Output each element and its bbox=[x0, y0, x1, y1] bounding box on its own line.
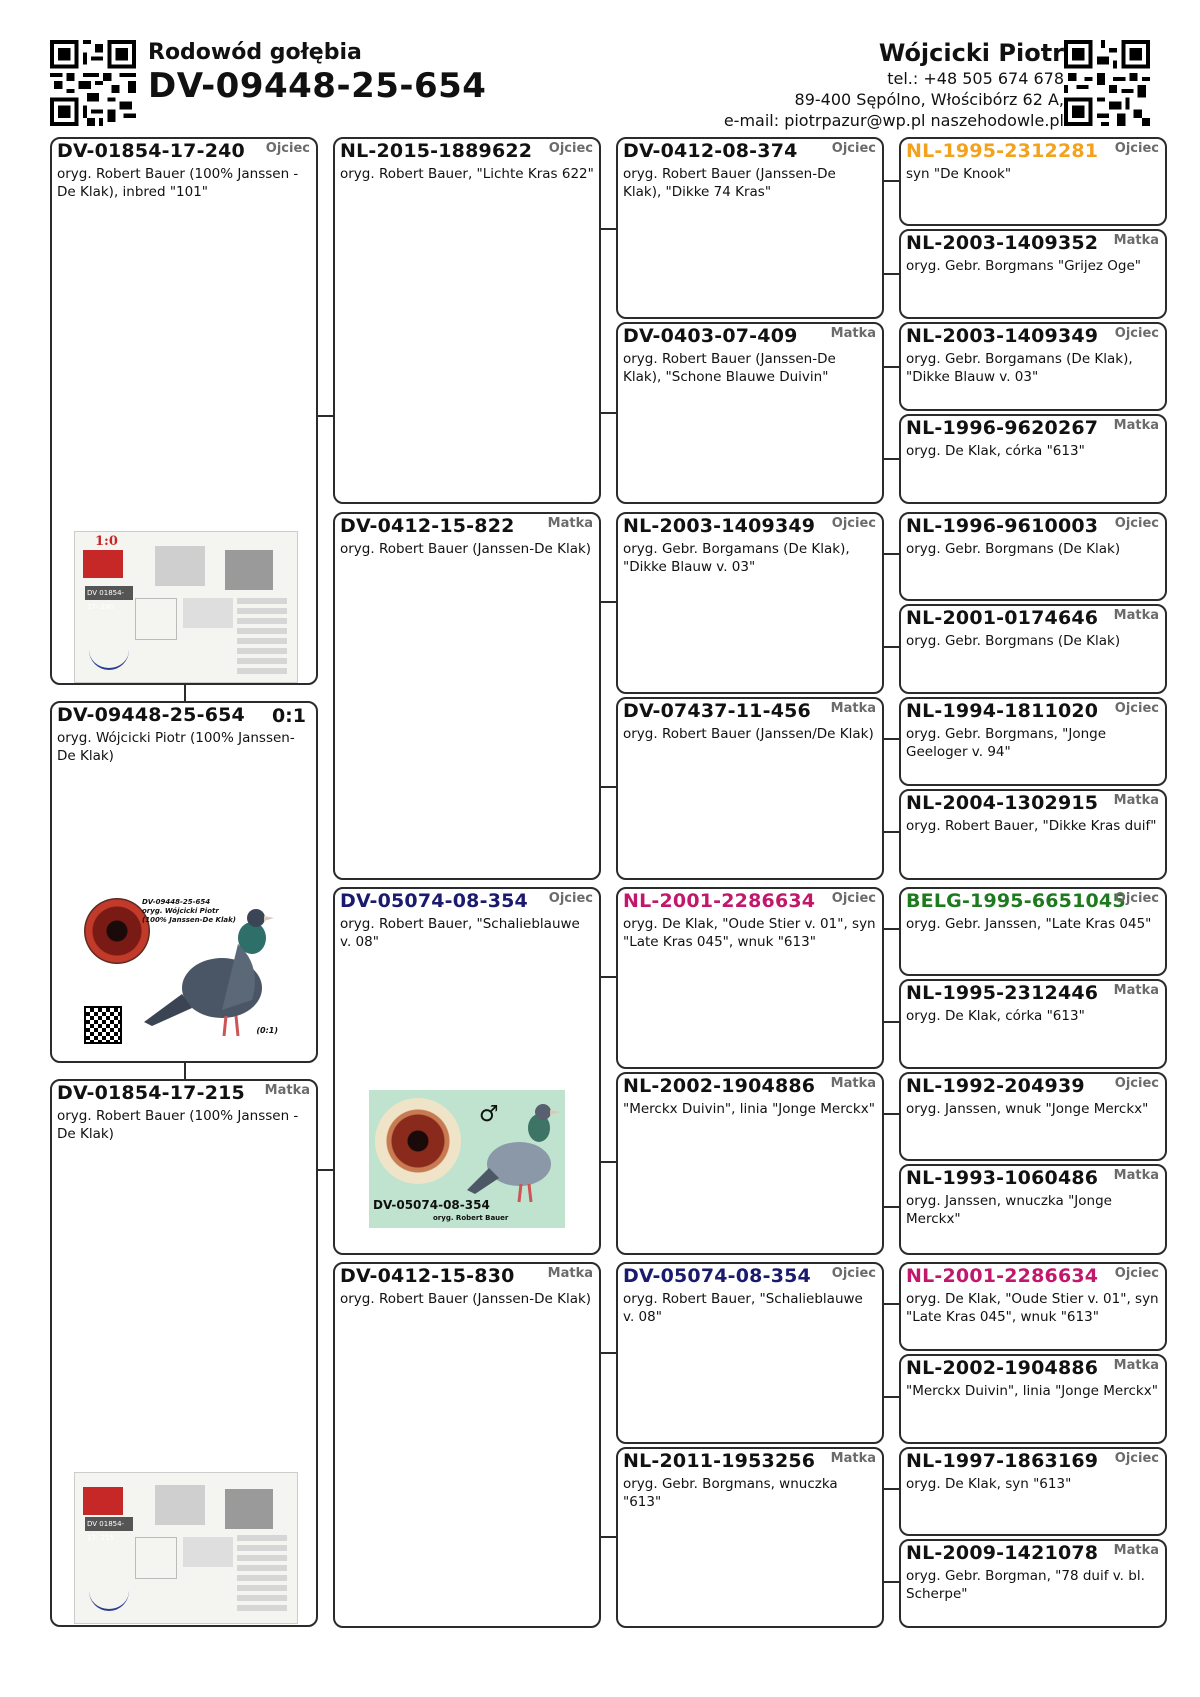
sex-label: Matka bbox=[547, 1266, 593, 1281]
description: oryg. Robert Bauer (Janssen-De Klak) bbox=[340, 541, 592, 557]
ring-number: NL-2001-2286634 bbox=[906, 1265, 1099, 1287]
sex-label: Ojciec bbox=[1114, 141, 1159, 156]
owner-info bbox=[724, 38, 1064, 131]
photo-ring: DV-05074-08-354 bbox=[373, 1198, 490, 1212]
subject-score: 0:1 bbox=[271, 705, 306, 727]
description: oryg. Gebr. Borgmans (De Klak) bbox=[906, 541, 1121, 557]
connector-line bbox=[317, 1169, 334, 1171]
certificate-box bbox=[183, 1537, 233, 1567]
ring-number: NL-2003-1409349 bbox=[906, 325, 1099, 347]
description: oryg. Robert Bauer (Janssen-De Klak), "Schone Blauwe Duivin" bbox=[623, 351, 836, 385]
certificate-logo bbox=[83, 550, 123, 578]
signature bbox=[89, 650, 129, 670]
certificate-image bbox=[74, 531, 298, 683]
connector-line bbox=[883, 1206, 900, 1208]
connector-line bbox=[883, 831, 900, 833]
ring-number: DV-0412-15-830 bbox=[340, 1265, 515, 1287]
connector-line bbox=[600, 1536, 617, 1538]
subject-ring: DV-09448-25-654 bbox=[57, 704, 245, 726]
photo-caption-ring: DV-09448-25-654 bbox=[142, 898, 211, 906]
card-gen4[interactable] bbox=[899, 697, 1167, 786]
pigeon-photo bbox=[82, 896, 288, 1051]
sex-label: Matka bbox=[830, 326, 876, 341]
pigeon-photo bbox=[369, 1090, 565, 1228]
eye-image bbox=[84, 898, 150, 964]
signature bbox=[89, 1591, 129, 1611]
connector-line bbox=[883, 1396, 900, 1398]
father-ring: DV-01854-17-240 bbox=[57, 140, 245, 162]
connector-line bbox=[600, 1352, 617, 1354]
ring-number: NL-1995-2312281 bbox=[906, 140, 1099, 162]
description: oryg. Gebr. Janssen, "Late Kras 045" bbox=[906, 916, 1152, 932]
sex-label: Matka bbox=[830, 701, 876, 716]
description: oryg. Robert Bauer (Janssen-De Klak), "Dikke 74 Kras" bbox=[623, 166, 836, 200]
card-mother[interactable] bbox=[50, 1079, 318, 1627]
certificate-image bbox=[74, 1472, 298, 1624]
card-gen4[interactable] bbox=[899, 1262, 1167, 1351]
connector-line bbox=[883, 928, 900, 930]
connector-line bbox=[600, 601, 617, 603]
card-gen4[interactable] bbox=[899, 887, 1167, 976]
connector-line bbox=[883, 1113, 900, 1115]
connector-line bbox=[600, 786, 617, 788]
description: oryg. De Klak, syn "613" bbox=[906, 1476, 1072, 1492]
card-grandfather-maternal[interactable] bbox=[333, 887, 601, 1255]
description: oryg. Gebr. Borgman, "78 duif v. bl. Scherpe" bbox=[906, 1568, 1145, 1602]
description: oryg. Robert Bauer, "Schalieblauwe v. 08" bbox=[623, 1291, 863, 1325]
description: oryg. Gebr. Borgamans (De Klak), "Dikke Blauw v. 03" bbox=[906, 351, 1133, 385]
qr-code-right bbox=[1064, 40, 1150, 126]
certificate-box bbox=[135, 1537, 177, 1579]
sex-label: Ojciec bbox=[548, 141, 593, 156]
sex-label: Matka bbox=[1113, 793, 1159, 808]
certificate-logo bbox=[83, 1487, 123, 1515]
pigeon-thumbnails bbox=[155, 1485, 205, 1525]
sex-label: Matka bbox=[830, 1076, 876, 1091]
connector-line bbox=[883, 1303, 900, 1305]
description: oryg. Gebr. Borgmans "Grijez Oge" bbox=[906, 258, 1142, 274]
connector-line bbox=[184, 684, 186, 702]
sex-label: Matka bbox=[1113, 608, 1159, 623]
ring-number: NL-2004-1302915 bbox=[906, 792, 1099, 814]
sex-label: Matka bbox=[1113, 1543, 1159, 1558]
connector-line bbox=[883, 1488, 900, 1490]
description: oryg. De Klak, córka "613" bbox=[906, 443, 1085, 459]
ring-number: NL-1996-9610003 bbox=[906, 515, 1099, 537]
photo-caption-owner: oryg. Wójcicki Piotr bbox=[142, 907, 219, 915]
sex-label: Ojciec bbox=[1114, 1451, 1159, 1466]
owner-address: 89-400 Sępólno, Włościbórz 62 A, bbox=[794, 90, 1064, 109]
ring-number: NL-2003-1409349 bbox=[623, 515, 816, 537]
certificate-rows bbox=[237, 1535, 287, 1615]
connector-line bbox=[184, 1062, 186, 1080]
owner-phone: tel.: +48 505 674 678 bbox=[887, 69, 1064, 88]
card-gen4[interactable] bbox=[899, 1072, 1167, 1161]
card-subject[interactable] bbox=[50, 701, 318, 1063]
connector-line bbox=[600, 976, 617, 978]
ring-number: NL-1994-1811020 bbox=[906, 700, 1099, 722]
ring-number: NL-1995-2312446 bbox=[906, 982, 1099, 1004]
connector-line bbox=[883, 458, 900, 460]
ring-number: NL-2001-2286634 bbox=[623, 890, 816, 912]
sex-label: Ojciec bbox=[1114, 1076, 1159, 1091]
mother-description: oryg. Robert Bauer (100% Janssen - De Klak) bbox=[57, 1108, 299, 1142]
pigeon-thumbnail bbox=[225, 550, 273, 590]
card-gen4[interactable] bbox=[899, 1354, 1167, 1444]
ring-number: DV-0412-15-822 bbox=[340, 515, 515, 537]
description: oryg. Gebr. Borgmans, wnuczka "613" bbox=[623, 1476, 838, 1510]
connector-line bbox=[600, 412, 617, 414]
sex-label: Matka bbox=[1113, 983, 1159, 998]
owner-name: Wójcicki Piotr bbox=[878, 39, 1064, 67]
description: oryg. Robert Bauer, "Dikke Kras duif" bbox=[906, 818, 1157, 834]
sex-label: Ojciec bbox=[831, 891, 876, 906]
description: syn "De Knook" bbox=[906, 166, 1012, 182]
ring-number: BELG-1995-6651045 bbox=[906, 890, 1126, 912]
pigeon-thumbnail bbox=[225, 1489, 273, 1529]
card-grandmother-maternal[interactable] bbox=[333, 1262, 601, 1628]
pigeon-icon bbox=[465, 1098, 565, 1208]
connector-line bbox=[600, 228, 617, 230]
sex-label: Ojciec bbox=[1114, 326, 1159, 341]
description: "Merckx Duivin", linia "Jonge Merckx" bbox=[623, 1101, 875, 1117]
ring-number: NL-1996-9620267 bbox=[906, 417, 1099, 439]
card-father[interactable] bbox=[50, 137, 318, 685]
connector-line bbox=[883, 646, 900, 648]
mother-label: Matka bbox=[264, 1083, 310, 1098]
sex-label: Ojciec bbox=[1114, 701, 1159, 716]
sex-label: Ojciec bbox=[1114, 516, 1159, 531]
sex-label: Ojciec bbox=[831, 516, 876, 531]
connector-line bbox=[883, 273, 900, 275]
sex-label: Ojciec bbox=[831, 1266, 876, 1281]
card-gen4[interactable] bbox=[899, 1447, 1167, 1536]
card-gen4[interactable] bbox=[899, 322, 1167, 411]
photo-owner: oryg. Robert Bauer bbox=[433, 1214, 509, 1222]
description: oryg. Robert Bauer (Janssen-De Klak) bbox=[340, 1291, 592, 1307]
card-gen4[interactable] bbox=[899, 512, 1167, 601]
description: "Merckx Duivin", linia "Jonge Merckx" bbox=[906, 1383, 1158, 1399]
card-gen3[interactable] bbox=[616, 137, 884, 319]
certificate-rows bbox=[237, 598, 287, 678]
card-gen3[interactable] bbox=[616, 322, 884, 504]
sex-label: Ojciec bbox=[548, 891, 593, 906]
ring-number: NL-1997-1863169 bbox=[906, 1450, 1099, 1472]
sex-label: Matka bbox=[1113, 233, 1159, 248]
card-gen4[interactable] bbox=[899, 789, 1167, 880]
sex-label: Ojciec bbox=[1114, 1266, 1159, 1281]
card-gen4[interactable] bbox=[899, 414, 1167, 504]
ring-number: NL-2002-1904886 bbox=[623, 1075, 816, 1097]
sex-label: Matka bbox=[1113, 418, 1159, 433]
description: oryg. De Klak, córka "613" bbox=[906, 1008, 1085, 1024]
description: oryg. Robert Bauer (Janssen/De Klak) bbox=[623, 726, 874, 742]
card-gen4[interactable] bbox=[899, 229, 1167, 319]
ring-number: DV-07437-11-456 bbox=[623, 700, 811, 722]
connector-line bbox=[883, 553, 900, 555]
card-grandfather-paternal[interactable] bbox=[333, 137, 601, 504]
certificate-box bbox=[135, 598, 177, 640]
eye-image bbox=[375, 1098, 461, 1184]
subject-description: oryg. Wójcicki Piotr (100% Janssen-De Klak) bbox=[57, 730, 295, 764]
description: oryg. Gebr. Borgmans (De Klak) bbox=[906, 633, 1121, 649]
father-description: oryg. Robert Bauer (100% Janssen - De Klak), inbred "101" bbox=[57, 166, 299, 200]
ring-number: DV-05074-08-354 bbox=[623, 1265, 811, 1287]
card-gen3[interactable] bbox=[616, 697, 884, 880]
connector-line bbox=[600, 1161, 617, 1163]
sex-label: Matka bbox=[830, 1451, 876, 1466]
qr-code-photo bbox=[84, 1006, 122, 1044]
card-gen3[interactable] bbox=[616, 1262, 884, 1444]
description: oryg. Robert Bauer, "Schalieblauwe v. 08" bbox=[340, 916, 580, 950]
qr-code-left bbox=[50, 40, 136, 126]
father-label: Ojciec bbox=[265, 141, 310, 156]
sex-label: Matka bbox=[547, 516, 593, 531]
certificate-ring: DV 01854-17- 240 bbox=[85, 586, 133, 600]
connector-line bbox=[883, 1581, 900, 1583]
description: oryg. De Klak, "Oude Stier v. 01", syn "Late Kras 045", wnuk "613" bbox=[906, 1291, 1159, 1325]
ring-number: NL-2001-0174646 bbox=[906, 607, 1099, 629]
sex-label: Matka bbox=[1113, 1168, 1159, 1183]
ring-number: NL-2009-1421078 bbox=[906, 1542, 1099, 1564]
description: oryg. Janssen, wnuczka "Jonge Merckx" bbox=[906, 1193, 1112, 1227]
description: oryg. Gebr. Borgamans (De Klak), "Dikke Blauw v. 03" bbox=[623, 541, 850, 575]
sex-label: Ojciec bbox=[831, 141, 876, 156]
owner-contact: e-mail: piotrpazur@wp.pl naszehodowle.pl bbox=[723, 111, 1064, 130]
ring-number: NL-2003-1409352 bbox=[906, 232, 1099, 254]
certificate-ring: DV 01854-17- 215 bbox=[85, 1517, 133, 1531]
ring-number: NL-1992-204939 bbox=[906, 1075, 1085, 1097]
ring-number: NL-2015-1889622 bbox=[340, 140, 533, 162]
card-gen3[interactable] bbox=[616, 887, 884, 1069]
ring-number: NL-1993-1060486 bbox=[906, 1167, 1099, 1189]
ring-number: DV-0412-08-374 bbox=[623, 140, 798, 162]
pigeon-ring-number: DV-09448-25-654 bbox=[148, 66, 487, 106]
male-symbol-icon: ♂ bbox=[479, 1102, 499, 1127]
ring-number: DV-05074-08-354 bbox=[340, 890, 528, 912]
certificate-score: 1:0 bbox=[95, 534, 118, 549]
card-gen3[interactable] bbox=[616, 1072, 884, 1255]
photo-score: (0:1) bbox=[256, 1026, 278, 1035]
ring-number: NL-2002-1904886 bbox=[906, 1357, 1099, 1379]
connector-line bbox=[883, 1021, 900, 1023]
card-gen3[interactable] bbox=[616, 1447, 884, 1628]
pigeon-thumbnails bbox=[155, 546, 205, 586]
connector-line bbox=[883, 738, 900, 740]
description: oryg. Janssen, wnuk "Jonge Merckx" bbox=[906, 1101, 1149, 1117]
certificate-box bbox=[183, 598, 233, 628]
connector-line bbox=[883, 180, 900, 182]
card-grandmother-paternal[interactable] bbox=[333, 512, 601, 880]
card-gen4[interactable] bbox=[899, 604, 1167, 694]
photo-caption-line: (100% Janssen-De Klak) bbox=[142, 916, 236, 924]
connector-line bbox=[883, 366, 900, 368]
sex-label: Ojciec bbox=[1114, 891, 1159, 906]
card-gen4[interactable] bbox=[899, 1539, 1167, 1628]
mother-ring: DV-01854-17-215 bbox=[57, 1082, 245, 1104]
card-gen4[interactable] bbox=[899, 979, 1167, 1069]
card-gen3[interactable] bbox=[616, 512, 884, 694]
card-gen4[interactable] bbox=[899, 137, 1167, 226]
ring-number: DV-0403-07-409 bbox=[623, 325, 798, 347]
card-gen4[interactable] bbox=[899, 1164, 1167, 1255]
sex-label: Matka bbox=[1113, 1358, 1159, 1373]
description: oryg. De Klak, "Oude Stier v. 01", syn "Late Kras 045", wnuk "613" bbox=[623, 916, 876, 950]
connector-line bbox=[317, 415, 334, 417]
document-title: Rodowód gołębia bbox=[148, 40, 362, 65]
description: oryg. Robert Bauer, "Lichte Kras 622" bbox=[340, 166, 594, 182]
ring-number: NL-2011-1953256 bbox=[623, 1450, 816, 1472]
description: oryg. Gebr. Borgmans, "Jonge Geeloger v. 94" bbox=[906, 726, 1107, 760]
